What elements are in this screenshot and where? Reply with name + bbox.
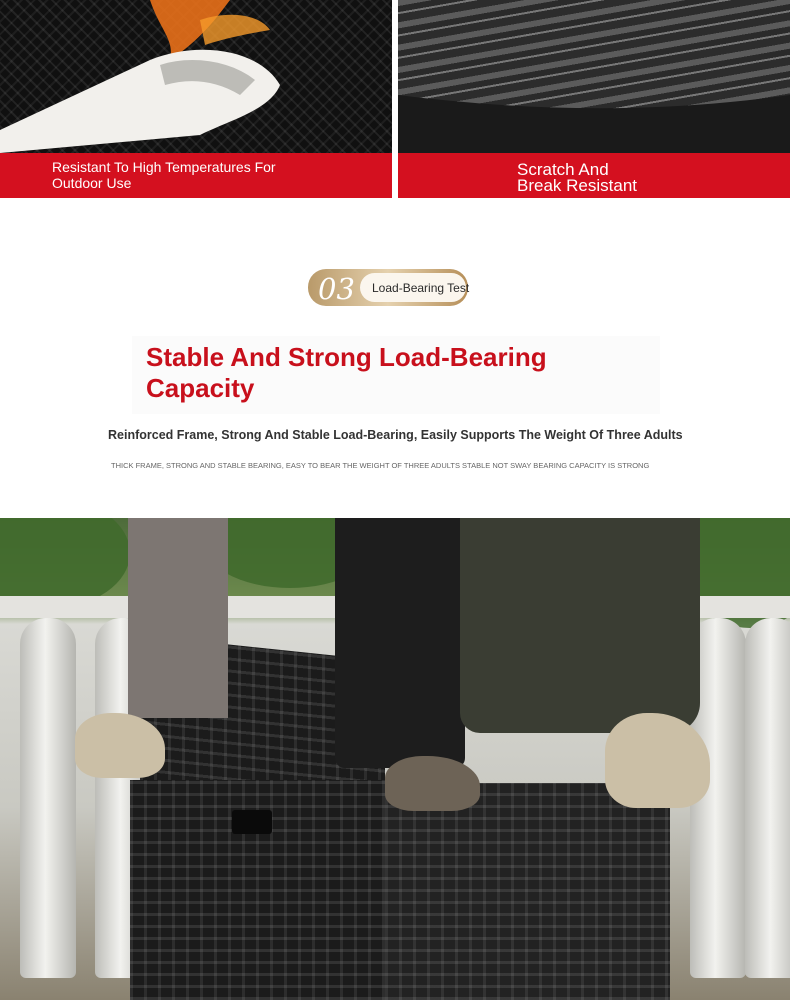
baluster (20, 618, 76, 978)
feature-banner (398, 153, 790, 198)
section-badge (308, 269, 468, 306)
section-subheading: Reinforced Frame, Strong And Stable Load-Bearing, Easily Supports The Weight Of Three Adults (108, 428, 683, 442)
person-leg (335, 518, 465, 768)
section-headline (146, 342, 646, 404)
person-leg (128, 518, 228, 718)
section-number: 03 (318, 272, 355, 306)
badge-pill (360, 273, 470, 302)
section-fine-print: THICK FRAME, STRONG AND STABLE BEARING, EASY TO BEAR THE WEIGHT OF THREE ADULTS STABLE NOT SWAY BEARING CAPACITY IS STRONG (111, 461, 650, 470)
headline-line1: Stable And Strong Load-Bearing (146, 342, 547, 372)
storage-box-side (385, 783, 670, 1000)
feature-banner (0, 153, 392, 198)
burning-paper-illustration (0, 0, 392, 153)
headline-line2: Capacity (146, 373, 255, 403)
foliage (0, 518, 130, 608)
feature-label-line1: Scratch And (517, 160, 609, 179)
rattan-edge-shadow (398, 0, 790, 153)
baluster (745, 618, 790, 978)
feature-label-line2: Outdoor Use (52, 175, 132, 191)
load-bearing-photo (0, 518, 790, 1000)
feature-label-line2: Break Resistant (517, 176, 637, 195)
badge-label: Load-Bearing Test (372, 281, 470, 295)
person-leg (460, 518, 700, 733)
scratch-test-photo (398, 0, 790, 198)
shoe (385, 756, 480, 811)
box-handle (232, 810, 272, 834)
feature-label-line1: Resistant To High Temperatures For (52, 159, 276, 175)
fire-test-photo (0, 0, 392, 198)
